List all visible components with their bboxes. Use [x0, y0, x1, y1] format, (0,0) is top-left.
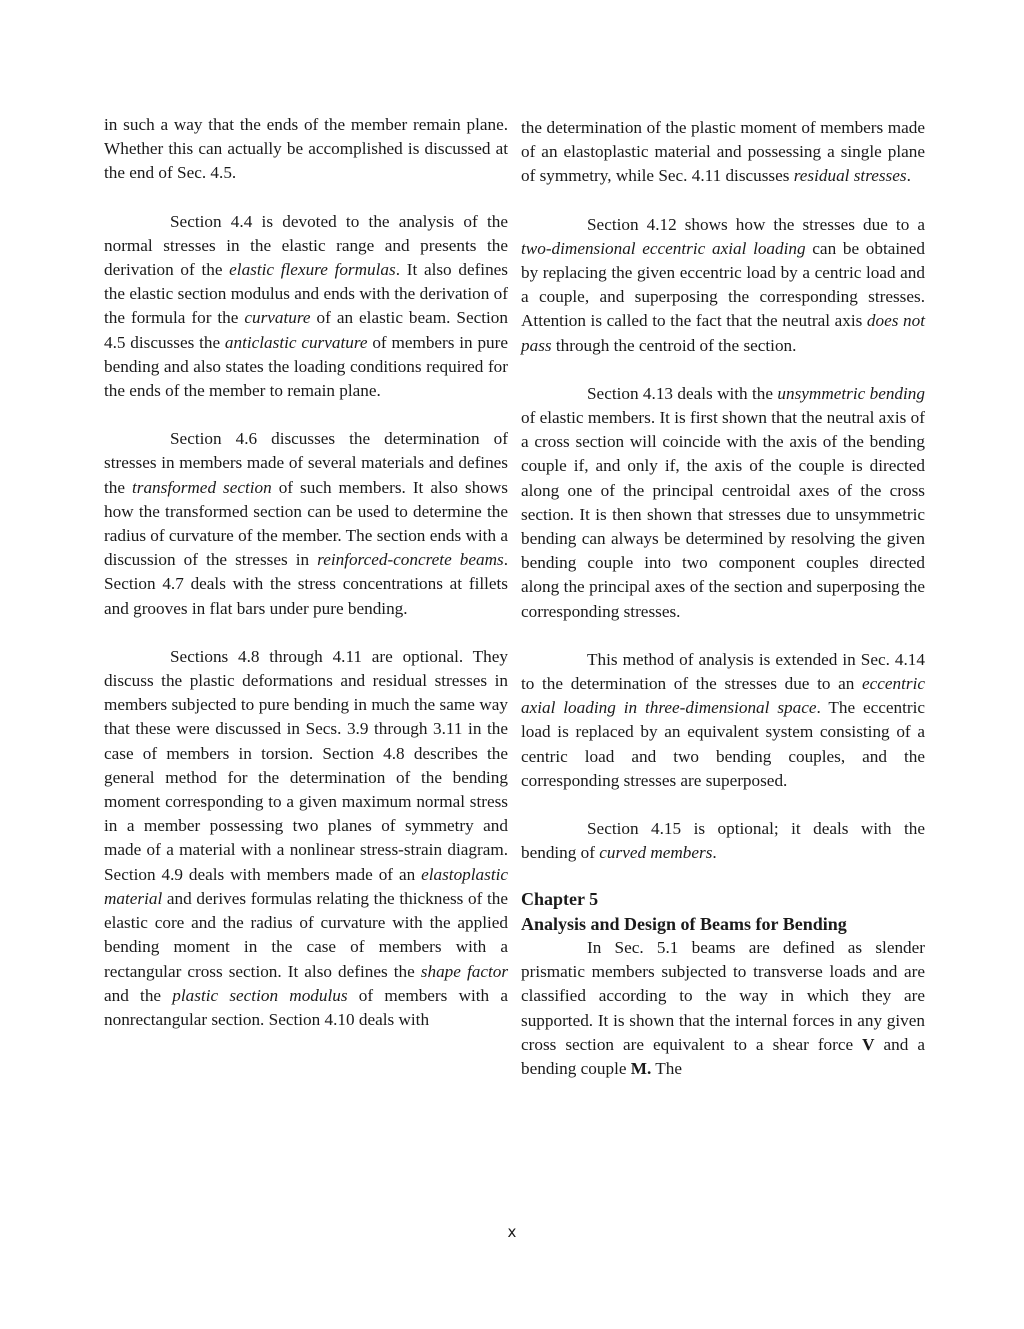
italic-term: unsymmetric bending: [777, 383, 925, 403]
bold-term: V: [862, 1034, 875, 1054]
text-run: Section 4.12 shows how the stresses due to a: [587, 214, 925, 234]
paragraph: [521, 382, 925, 624]
paragraph: [104, 645, 508, 1032]
text-run: the determination of the plastic moment of members made of an elastoplastic material and possessing a single plane of symmetry, while Sec. 4.11 discusses: [521, 118, 925, 186]
text-run: of members in pure bending and also states the loading conditions required for the ends of the member to remain plane.: [104, 332, 508, 401]
text-run: . It also defines the elastic section modulus and ends with the derivation of the formula for the: [104, 260, 508, 328]
italic-term: anticlastic curvature: [224, 332, 368, 352]
italic-term: plastic section modulus: [172, 985, 348, 1005]
italic-term: residual stresses: [793, 166, 907, 186]
text-run: .: [906, 166, 911, 186]
text-run: The: [651, 1058, 683, 1078]
paragraph: [104, 113, 508, 186]
paragraph: [521, 116, 925, 189]
italic-term: two-dimensional eccentric axial loading: [521, 238, 806, 258]
text-run: of an elastic beam. Section 4.5 discusses the: [104, 308, 508, 352]
text-run: through the centroid of the section.: [551, 335, 797, 355]
text-run: Sections 4.8 through 4.11 are optional. They discuss the plastic deformations and residual stresses in members subjected to pure bending in much the same way that these were discussed in Secs. 3.9 through 3.11 in the case of members in torsion. Section 4.8 describes the general method for the determination of the bending moment corresponding to a given maximum normal stress in a member possessing two planes of symmetry and made of a material with a nonlinear stress-strain diagram. Section 4.9 deals with members made of an: [104, 646, 508, 884]
italic-term: transformed section: [132, 477, 272, 497]
italic-term: eccentric axial loading in three-dimensional space: [521, 674, 925, 718]
chapter-title: [521, 912, 925, 936]
text-run: Chapter 5: [521, 889, 599, 910]
text-run: Analysis and Design of Beams for Bending: [521, 913, 847, 934]
text-run: Section 4.6 discusses the determination of stresses in members made of several materials and defines the: [104, 429, 508, 497]
text-run: and a bending couple: [521, 1034, 925, 1078]
text-run: Section 4.15 is optional; it deals with the bending of: [521, 819, 925, 863]
italic-term: shape factor: [420, 961, 509, 981]
text-run: of elastic members. It is first shown that the neutral axis of a cross section will coincide with the axis of the bending couple if, and only if, the axis of the couple is directed along one of the principal centroidal axes of the cross section. It is then shown that stresses due to unsymmetric bending can always be determined by resolving the given bending couple into two component couples directed along the principal axes of the section and superposing the corresponding stresses.: [521, 408, 925, 621]
text-run: This method of analysis is extended in Sec. 4.14 to the determination of the stresses due to an: [521, 649, 925, 694]
text-run: of members with a nonrectangular section. Section 4.10 deals with: [104, 985, 508, 1029]
italic-term: elastic flexure formulas: [229, 260, 396, 280]
text-run: . The eccentric load is replaced by an equivalent system consisting of a centric load and two bending couples, and the corresponding stresses are superposed.: [521, 698, 925, 790]
paragraph: [104, 427, 508, 621]
bold-term: M.: [630, 1058, 652, 1078]
chapter-number: [521, 887, 925, 911]
text-run: in such a way that the ends of the member remain plane. Whether this can actually be accomplished is discussed at the end of Sec. 4.5.: [104, 115, 508, 183]
paragraph: [104, 210, 508, 404]
text-run: . Section 4.7 deals with the stress concentrations at fillets and grooves in flat bars under pure bending.: [104, 550, 508, 618]
italic-term: curvature: [244, 308, 311, 328]
text-run: can be obtained by replacing the given eccentric load by a centric load and a couple, and superposing the corresponding stresses. Attention is called to the fact that the neutral axis: [521, 238, 925, 331]
page-number: x: [507, 1223, 517, 1241]
text-run: Section 4.13 deals with the: [587, 383, 778, 403]
text-run: Section 4.4 is devoted to the analysis of the normal stresses in the elastic range and presents the derivation of the: [104, 211, 508, 280]
text-run: .: [712, 843, 717, 863]
italic-term: reinforced-concrete beams: [317, 550, 504, 570]
paragraph: [521, 817, 925, 865]
italic-term: does not pass: [521, 311, 926, 355]
right-column: [521, 116, 925, 1081]
italic-term: curved members: [599, 843, 713, 863]
text-run: In Sec. 5.1 beams are defined as slender prismatic members subjected to transverse loads and are classified according to the way in which they are supported. It is shown that the internal forces in any given cross section are equivalent to a shear force: [521, 937, 925, 1054]
paragraph: [521, 648, 925, 793]
text-run: and the: [104, 985, 173, 1005]
text-run: and derives formulas relating the thickness of the elastic core and the radius of curvature with the applied bending moment in the case of members with a rectangular cross section. It also defines the: [104, 888, 508, 981]
left-column: [104, 113, 508, 1032]
text-run: of such members. It also shows how the transformed section can be used to determine the radius of curvature of the member. The section ends with a discussion of the stresses in: [104, 477, 508, 570]
italic-term: elastoplastic material: [104, 864, 508, 908]
paragraph: [521, 213, 925, 358]
paragraph: [521, 936, 925, 1081]
